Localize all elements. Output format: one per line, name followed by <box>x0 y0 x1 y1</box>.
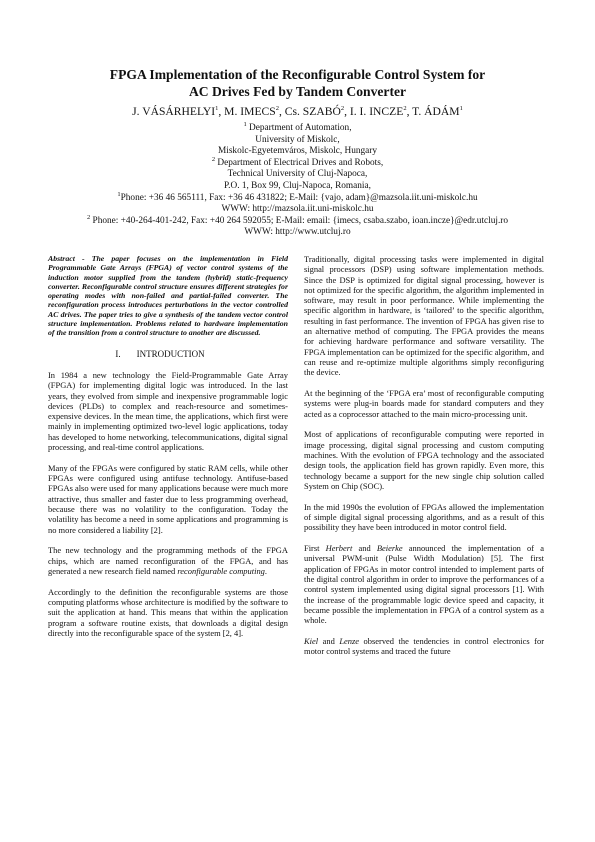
author-name: Herbert <box>325 543 353 554</box>
affil-line <box>30 155 565 170</box>
affil-web: WWW: http://mazsola.iit.uni-miskolc.hu <box>221 204 374 215</box>
right-column <box>304 254 544 667</box>
title-line-2: AC Drives Fed by Tandem Converter <box>188 84 407 99</box>
affil-sup: 2 <box>211 155 216 163</box>
text-run: announced the implementation of a universal PWM-unit (Pulse Width Modulation) [5]. The first application of FPGAs in motor control intended to implement parts of the digital control algorithm in order to improve the performances of a control system implemented using digital signal processors [1]. With the increase of the programmable logic device speed and capacity, it became possible the implementation in FPGA of a control system as a whole. <box>304 543 544 626</box>
affil-line: Technical University of Cluj-Napoca, <box>227 169 368 180</box>
title-line-1: FPGA Implementation of the Reconfigurable Control System for <box>109 67 486 82</box>
paragraph <box>304 636 544 657</box>
affil-contact: Phone: +40-264-401-242, Fax: +40 264 592055; E-Mail: email: {imecs, csaba.szabo, ioan.incze}@edr.utcluj.ro <box>90 215 509 226</box>
section-number: I. <box>115 348 121 359</box>
author-3-affil: 2 <box>340 105 345 113</box>
paragraph: Most of applications of reconfigurable computing were reported in image processing, digital signal processing and custom computing machines. With the evolution of FPGA technology and the associated design tools, the application field has grown rapidly. Even more, this technology became a support for the new single chip solution called System on Chip (SOC). <box>304 429 544 491</box>
text-run: The new technology and the programming methods of the FPGA chips, which are named reconfiguration of the FPGA, and has generated a new research field named <box>48 545 288 577</box>
text-run: and <box>352 543 377 554</box>
affil-text: Department of Electrical Drives and Robots, <box>215 157 384 168</box>
affil-sup: 1 <box>243 120 247 128</box>
paragraph: At the beginning of the ‘FPGA era’ most of reconfigurable computing systems were plug-in boards made for standard computers and they acted as a coprocessor attached to the main micro-processing unit. <box>304 388 544 419</box>
author-3: , Cs. SZABÓ <box>278 105 341 118</box>
author-1: J. VÁSÁRHELYI <box>132 105 216 118</box>
paragraph <box>304 543 544 625</box>
author-4-affil: 2 <box>403 105 407 113</box>
author-name: Kiel <box>304 636 319 646</box>
affil-line <box>30 213 565 228</box>
paragraph: In the mid 1990s the evolution of FPGAs allowed the implementation of simple digital signal processing algorithms, and as a result of this possibility they have been introduced in motor control field. <box>304 501 544 533</box>
affil-line <box>30 190 565 205</box>
affil-text: Department of Automation, <box>246 123 352 133</box>
emphasis: reconfigurable computing <box>177 566 265 577</box>
left-column <box>48 254 288 649</box>
paragraph: Traditionally, digital processing tasks were implemented in digital signal processors (DSP) using software implementation methods. Since the DSP is optimized for digital signal processing, however is not optimized for the specific algorithm, the algorithm implemented in software, may result in poor performance. While implementing the specific algorithm in hardware, is ‘tailored’ to the specific algorithm, resulting in fast performance. The invention of FPGA has given rise to an alternative method of computing. The FPGA provides the means for achieving hardware performance and software versatility. The FPGA implementation can be optimized for the specific algorithm, and can reuse and re-optimize multiple algorithms simply reconfiguring the device. <box>304 254 544 378</box>
section-heading <box>48 349 288 359</box>
author-list <box>40 105 555 119</box>
affil-contact: Phone: +36 46 565111, Fax: +36 46 431822; E-Mail: {vajo, adam}@mazsola.iit.uni-miskolc.hu <box>120 192 478 203</box>
paragraph: Accordingly to the definition the reconfigurable systems are those computing platforms whose architecture is modified by the software to suit the application at hand. This means that within the application program a software routine exists, that downloads a digital design directly into the reconfigurable space of the system [2, 4]. <box>48 586 288 638</box>
author-name: Lenze <box>339 636 360 646</box>
text-run: . <box>264 566 267 577</box>
paragraph: Many of the FPGAs were configured by static RAM cells, while other FPGAs were configured using antifuse technology. Antifuse-based FPGAs also were used for many applications because were much more attractive, thus smaller and faster due to less programming overhead, because there was no volatility to the configuration. Today the volatility has become a need in some applications and programming is no more considered a liability [2]. <box>48 462 288 535</box>
author-4: , I. I. INCZE <box>344 105 404 118</box>
author-name: Beierke <box>376 543 403 554</box>
author-5: , T. ÁDÁM <box>406 105 460 118</box>
affil-line: Miskolc-Egyetemváros, Miskolc, Hungary <box>217 146 378 157</box>
paragraph: In 1984 a new technology the Field-Programmable Gate Array (FPGA) for implementing digital logic was introduced. In the last years, they evolved from simple and inexpensive programmable logic devices (PLDs) to complex and reach-resource and sometimes-expensive devices. In the mean time, the applications, which first were mainly in implementing optimized two-level logic applications, today has developed to home networking, telecommunications, digital signal processing, and real-time control applications. <box>48 369 288 453</box>
affil-line: P.O. 1, Box 99, Cluj-Napoca, Romania, <box>224 180 371 191</box>
author-2: , M. IMECS <box>218 105 276 118</box>
affil-sup: 2 <box>86 213 91 221</box>
abstract: Abstract - The paper focuses on the implementation in Field Programmable Gate Arrays (FPGA) of vector control systems of the induction motor supplied from the tandem (hybrid) static-frequency converter. Reconfigurable control structure ensures different strategies for operating modes with non-failed and partial-failed converter. The reconfiguration process introduces perturbations in the vector controlled AC drives. The paper tries to give a synthesis of the tandem vector control structure implementation. Problems related to hardware implementation of the transition from a control structure to another are discussed. <box>48 254 288 338</box>
paper-title <box>60 66 535 100</box>
text-run: and <box>318 636 340 646</box>
affil-line <box>30 120 565 135</box>
author-5-affil: 1 <box>459 105 463 113</box>
section-title: INTRODUCTION <box>136 348 205 359</box>
affil-line: University of Miskolc, <box>255 134 340 145</box>
text-run: observed the tendencies in control electronics for motor control systems and traced the future <box>304 636 545 657</box>
author-2-affil: 2 <box>275 105 279 113</box>
affil-web: WWW: http://www.utcluj.ro <box>244 227 351 238</box>
text-run: First <box>304 543 326 554</box>
affil-sup: 1 <box>117 190 121 198</box>
paragraph <box>48 545 288 576</box>
affiliations <box>30 120 565 239</box>
author-1-affil: 1 <box>215 105 219 113</box>
